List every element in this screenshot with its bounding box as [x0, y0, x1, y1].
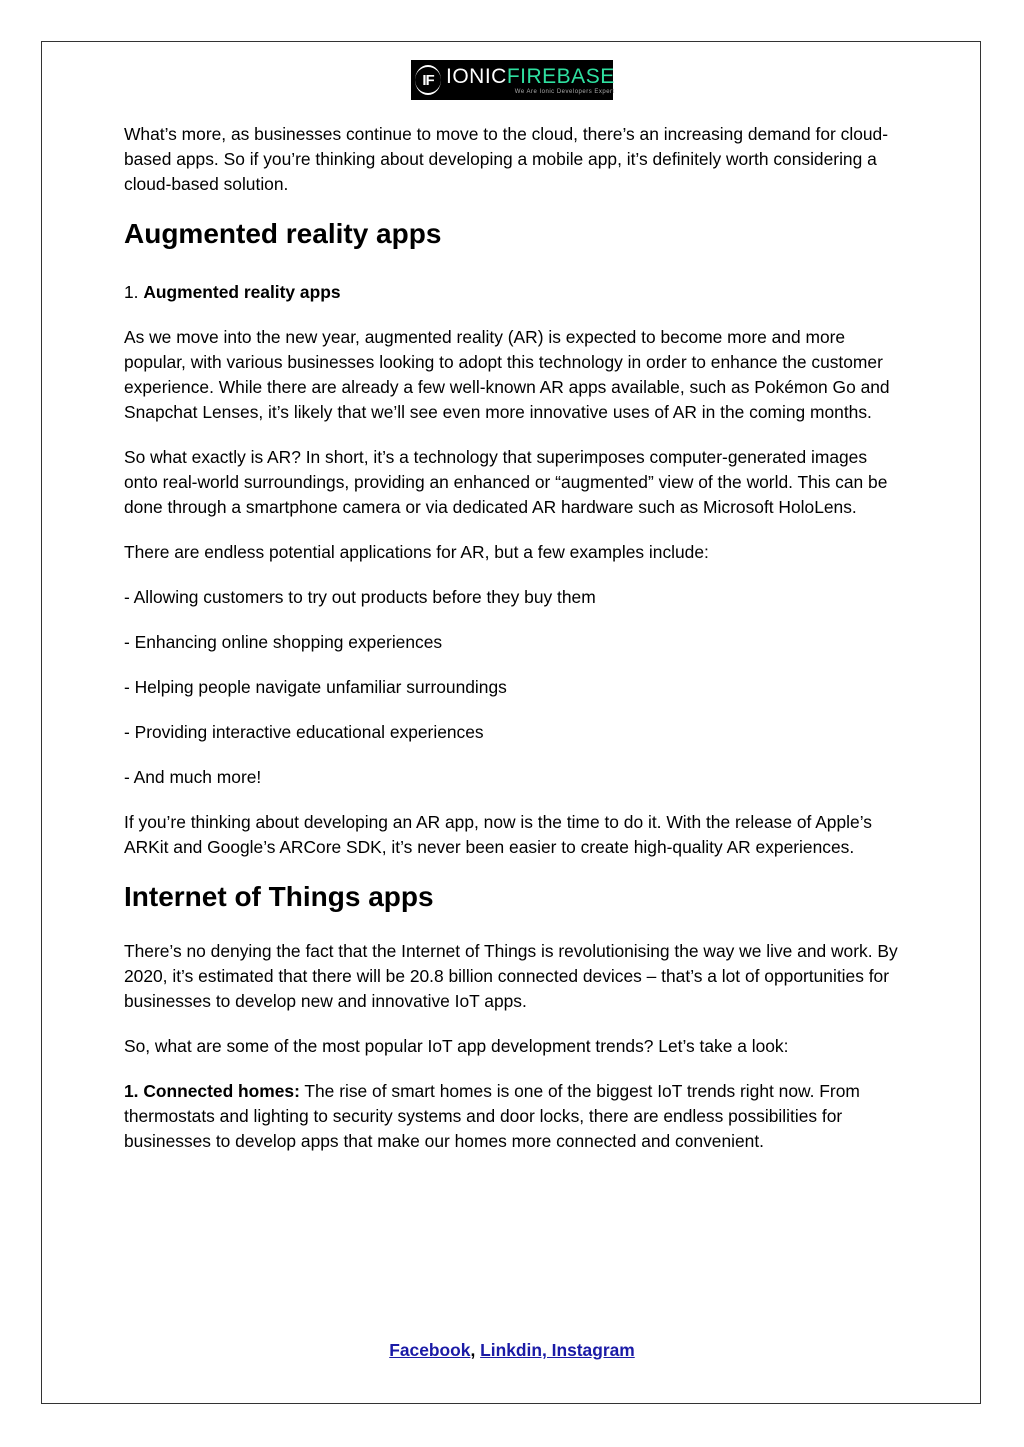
- iot-connected-homes: [124, 1079, 904, 1154]
- ionic-firebase-logo: [411, 60, 613, 100]
- ar-list-item: - Providing interactive educational experiences: [124, 722, 484, 742]
- logo-word-ionic: IONIC: [446, 64, 507, 88]
- ar-number: 1.: [124, 282, 139, 302]
- intro-paragraph: What’s more, as businesses continue to move to the cloud, there’s an increasing demand for cloud-based apps. So if you’re thinking about developing a mobile app, it’s definitely worth considering a cloud-based solution.: [124, 124, 888, 194]
- logo-tagline: We Are Ionic Developers Expert: [514, 88, 615, 95]
- iot-paragraph-1: There’s no denying the fact that the Internet of Things is revolutionising the way we live and work. By 2020, it’s estimated that there will be 20.8 billion connected devices – that’s a lot of opportunities for businesses to develop new and innovative IoT apps.: [124, 941, 898, 1011]
- iot-section-heading: Internet of Things apps: [124, 881, 434, 912]
- facebook-link[interactable]: Facebook: [389, 1340, 471, 1360]
- logo-badge-icon: [415, 65, 441, 95]
- ar-list-item: - Helping people navigate unfamiliar surroundings: [124, 677, 507, 697]
- ar-list-item: - Allowing customers to try out products before they buy them: [124, 587, 596, 607]
- footer-separator: ,: [470, 1340, 476, 1360]
- iot-paragraph-2: So, what are some of the most popular IoT app development trends? Let’s take a look:: [124, 1036, 789, 1056]
- ar-paragraph-1: As we move into the new year, augmented reality (AR) is expected to become more and more popular, with various businesses looking to adopt this technology in order to enhance the customer experience. While there are already a few well-known AR apps available, such as Pokémon Go and Snapchat Lenses, it’s likely that we’ll see even more innovative uses of AR in the coming months.: [124, 327, 890, 422]
- linkedin-instagram-link[interactable]: Linkdin, Instagram: [480, 1340, 635, 1360]
- iot-item1-text: The rise of smart homes is one of the biggest IoT trends right now. From thermostats and lighting to security systems and door locks, there are endless possibilities for businesses to develop apps that make our homes more connected and convenient.: [124, 1081, 860, 1151]
- logo-wordmark: [446, 66, 615, 95]
- iot-item1-title: 1. Connected homes:: [124, 1081, 300, 1101]
- ar-list-item: - And much more!: [124, 767, 262, 787]
- ar-paragraph-2: So what exactly is AR? In short, it’s a technology that superimposes computer-generated images onto real-world surroundings, providing an enhanced or “augmented” view of the world. This can be done through a smartphone camera or via dedicated AR hardware such as Microsoft HoloLens.: [124, 447, 888, 517]
- logo-main-text: [446, 66, 615, 87]
- logo-word-firebase: FIREBASE: [506, 64, 615, 88]
- ar-paragraph-3: There are endless potential applications for AR, but a few examples include:: [124, 542, 709, 562]
- ar-list-item: - Enhancing online shopping experiences: [124, 632, 443, 652]
- ar-paragraph-4: If you’re thinking about developing an AR app, now is the time to do it. With the release of Apple’s ARKit and Google’s ARCore SDK, it’s never been easier to create high-quality AR experiences.: [124, 812, 872, 857]
- ar-section-heading: Augmented reality apps: [124, 218, 442, 249]
- footer-social-links: [0, 1340, 1024, 1361]
- logo-badge-text: IF: [415, 67, 441, 93]
- document-body: [124, 122, 904, 1174]
- ar-subtitle: Augmented reality apps: [143, 282, 341, 302]
- ar-numbered-title: [124, 280, 904, 305]
